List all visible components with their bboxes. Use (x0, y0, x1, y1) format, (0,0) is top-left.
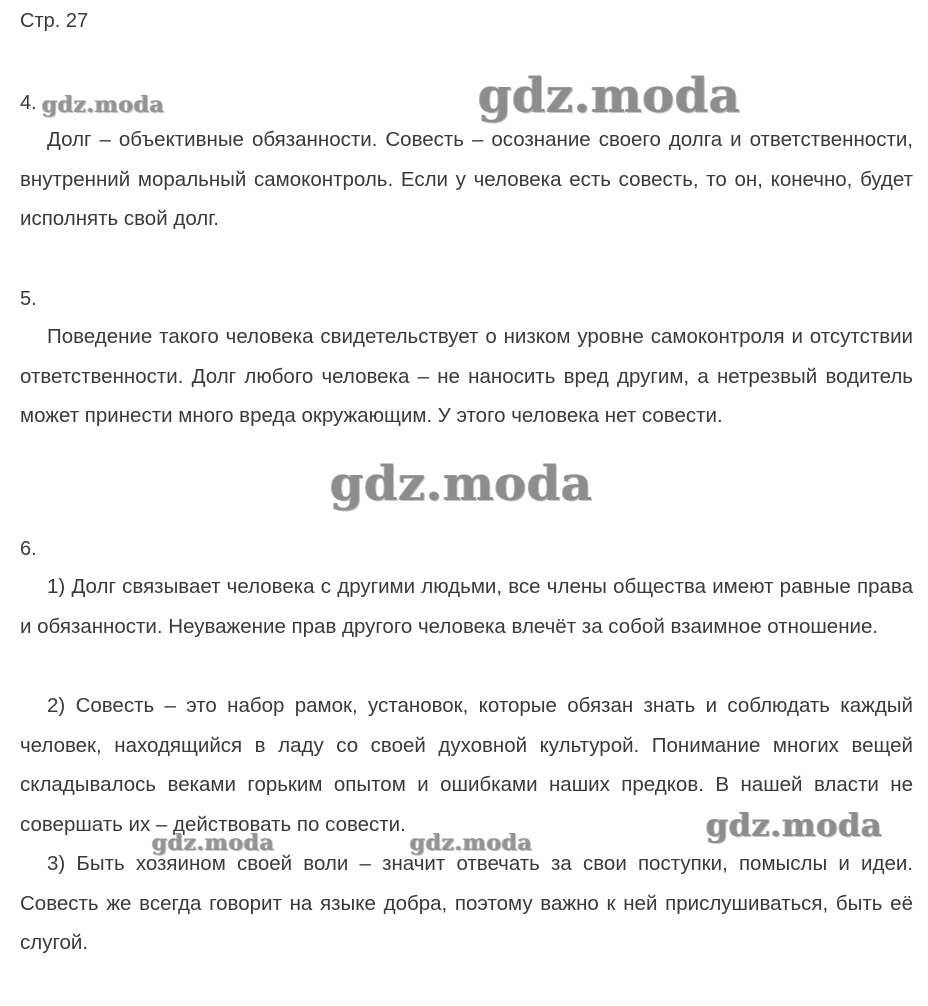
task-number-6: 6. (20, 538, 37, 560)
task-6-paragraph-3: 3) Быть хозяином своей воли – значит отвечать за свои поступки, помыслы и идеи. Совесть же всегда говорит на языке добра, поэтому важно к ней прислушиваться, быть её слугой. (20, 852, 913, 954)
watermark-logo: gdz.moda (410, 830, 533, 856)
task-4-paragraph-1: Долг – объективные обязанности. Совесть – осознание своего долга и ответственности, внутренний моральный самоконтроль. Если у человека есть совесть, то он, конечно, будет исполнять свой долг. (20, 128, 913, 230)
task-6-paragraph-1: 1) Долг связывает человека с другими людьми, все члены общества имеют равные права и обязанности. Неуважение прав другого человека влечёт за собой взаимное отношение. (20, 575, 913, 638)
watermark-logo: gdz.moda (42, 92, 165, 118)
watermark-logo: gdz.moda (706, 806, 883, 844)
task-number-4: 4. (20, 92, 37, 114)
page-label: Стр. 27 (20, 10, 89, 32)
watermark-logo: gdz.moda (152, 830, 275, 856)
task-6-paragraph-2: 2) Совесть – это набор рамок, установок, которые обязан знать и соблюдать каждый человек, находящийся в ладу со своей духовной культурой. Понимание многих вещей складывалось веками горьким опытом и ошибками наших предков. В нашей власти не совершать их – действовать по совести. (20, 694, 913, 836)
watermark-logo: gdz.moda (478, 68, 741, 124)
watermark-logo: gdz.moda (330, 456, 593, 512)
task-5-paragraph-1: Поведение такого человека свидетельствует о низком уровне самоконтроля и отсутствии ответственности. Долг любого человека – не наносить вред другим, а нетрезвый водитель может принести много вреда окружающим. У этого человека нет совести. (20, 325, 913, 427)
task-number-5: 5. (20, 288, 37, 310)
